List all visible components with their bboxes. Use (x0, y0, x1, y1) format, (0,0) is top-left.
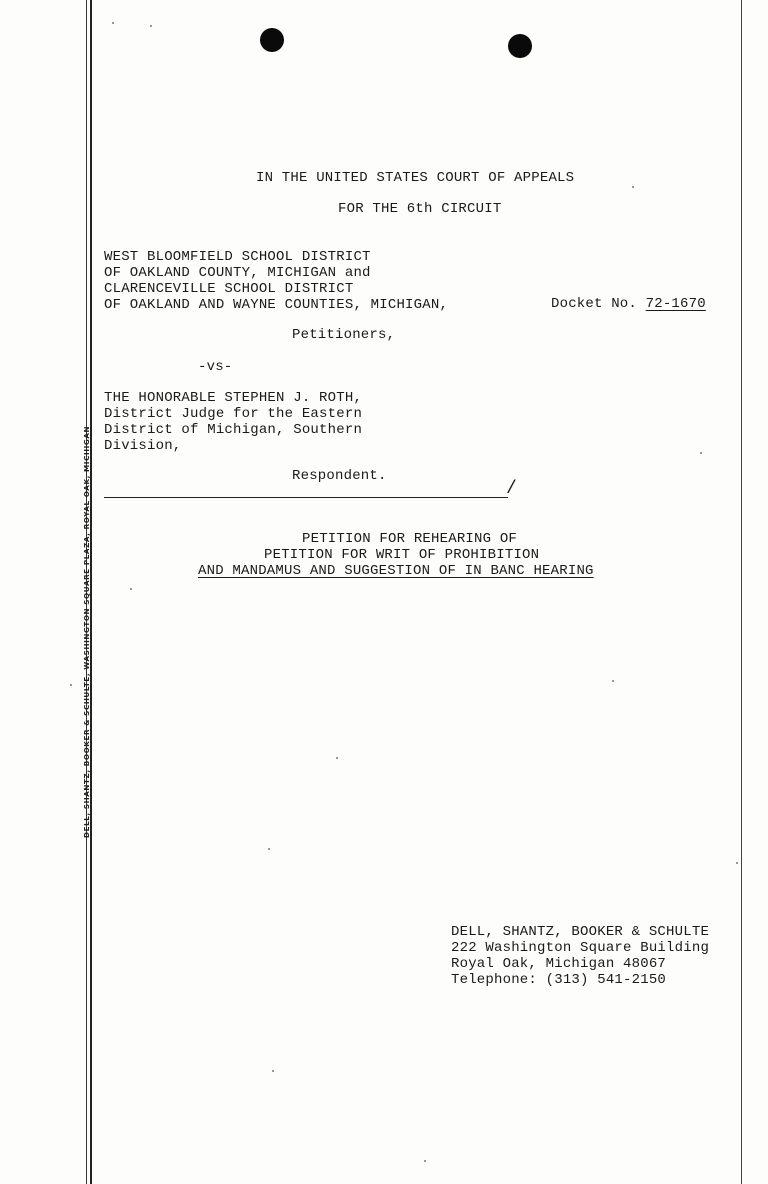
docket-label: Docket No. (551, 296, 638, 312)
petitioner-line: OF OAKLAND AND WAYNE COUNTIES, MICHIGAN, (104, 297, 449, 313)
scan-speck (736, 862, 738, 864)
caption-divider (104, 497, 508, 498)
firm-name: DELL, SHANTZ, BOOKER & SCHULTE (451, 924, 710, 940)
docket-value: 72-1670 (645, 296, 706, 312)
caption-slash: / (506, 479, 517, 499)
firm-address-line: 222 Washington Square Building (451, 940, 710, 956)
scan-speck (700, 452, 702, 454)
scan-speck (424, 1160, 426, 1162)
punch-hole-right (508, 34, 532, 58)
petitioners-role: Petitioners, (292, 327, 396, 343)
punch-hole-left (260, 28, 284, 52)
margin-imprint: DELL, SHANTZ, BOOKER & SCHULTE, WASHINGTON SQUARE PLAZA, ROYAL OAK, MICHIGAN (82, 425, 91, 838)
right-margin-rule (741, 0, 742, 1184)
scan-speck (272, 1070, 274, 1072)
scan-speck (268, 848, 270, 850)
scan-speck (150, 25, 152, 27)
petition-title-line-2: PETITION FOR WRIT OF PROHIBITION (264, 547, 540, 563)
petitioners-block (104, 249, 448, 313)
scan-speck (130, 588, 132, 590)
respondent-line: THE HONORABLE STEPHEN J. ROTH, (104, 390, 363, 406)
firm-address-line: Royal Oak, Michigan 48067 (451, 956, 667, 972)
versus: -vs- (198, 359, 233, 375)
docket-number (551, 296, 706, 312)
scan-speck (112, 22, 114, 24)
petition-title-line-3: AND MANDAMUS AND SUGGESTION OF IN BANC HEARING (198, 563, 594, 579)
petition-title-line-1: PETITION FOR REHEARING OF (302, 531, 518, 547)
scan-speck (336, 757, 338, 759)
respondent-role: Respondent. (292, 468, 387, 484)
court-circuit: FOR THE 6th CIRCUIT (338, 201, 502, 217)
respondent-line: Division, (104, 438, 182, 454)
scan-speck (632, 186, 634, 188)
petitioner-line: CLARENCEVILLE SCHOOL DISTRICT (104, 281, 354, 297)
firm-signature-block (451, 924, 709, 988)
petitioner-line: OF OAKLAND COUNTY, MICHIGAN and (104, 265, 371, 281)
scan-speck (612, 680, 614, 682)
respondent-line: District of Michigan, Southern (104, 422, 363, 438)
firm-phone: Telephone: (313) 541-2150 (451, 972, 667, 988)
petitioner-line: WEST BLOOMFIELD SCHOOL DISTRICT (104, 249, 371, 265)
scan-speck (70, 684, 72, 686)
respondent-block (104, 390, 362, 454)
respondent-line: District Judge for the Eastern (104, 406, 363, 422)
court-title: IN THE UNITED STATES COURT OF APPEALS (256, 170, 575, 186)
